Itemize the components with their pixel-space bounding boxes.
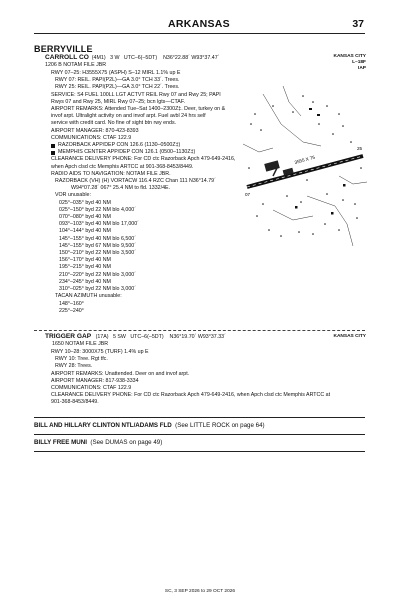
runway-end-07: 07 bbox=[245, 192, 251, 197]
remarks-line: AIRPORT REMARKS: Unattended. Deer on and invof arpt. bbox=[51, 370, 190, 377]
rwy25-line: RWY 25: REIL. PAPI(P2L)—GA 3.0° TCH 22´. Trees. bbox=[55, 84, 180, 91]
rwy28-line: RWY 28: Trees. bbox=[55, 363, 93, 370]
carroll-elev-row: 1206 B NOTAM FILE JBR bbox=[45, 62, 107, 68]
clearance-line-2: when Apch clsd ctc Memphis ARTCC at 901-368-8453/8449. bbox=[51, 163, 194, 170]
remarks-line-3: service with credit card. No fine of sight btn rwy ends. bbox=[51, 120, 177, 127]
state-title: ARKANSAS bbox=[168, 18, 230, 30]
carroll-details bbox=[45, 70, 235, 315]
vor-restriction: 195°–215° byd 40 NM bbox=[59, 264, 111, 271]
carroll-chart-tags bbox=[333, 54, 366, 72]
remarks-line-2: invof arpt. Ultralight activity on and invof arpt. Fuel avbl 24 hrs self bbox=[51, 113, 206, 120]
vor-restriction: 210°–220° byd 22 NM blo 3,000´ bbox=[59, 271, 136, 278]
airport-id: (4M1) bbox=[91, 55, 106, 61]
roads bbox=[243, 86, 367, 246]
airport-diagram-svg bbox=[243, 84, 367, 247]
airport-distance: 3 W bbox=[110, 55, 120, 61]
airport-coords: N36°22.88´ W93°37.47´ bbox=[163, 55, 220, 61]
airport-utc: UTC–6(–5DT) bbox=[123, 55, 158, 61]
airport-name: TRIGGER GAP bbox=[45, 333, 92, 340]
manager-line: AIRPORT MANAGER: 817-938-3334 bbox=[51, 377, 139, 384]
city-name: BERRYVILLE bbox=[34, 44, 93, 54]
vor-restriction: 145°–155° byd 67 NM blo 9,500´ bbox=[59, 242, 136, 249]
vor-restriction: 150°–210° byd 22 NM blo 3,500´ bbox=[59, 250, 136, 257]
ref-rule-1 bbox=[34, 417, 365, 418]
apron bbox=[264, 160, 293, 176]
razorback-square-icon bbox=[51, 144, 55, 148]
vor-restriction: 145°–155° byd 40 NM blo 6,500´ bbox=[59, 235, 136, 242]
chart-tag-iap: IAP bbox=[358, 66, 366, 71]
ref-row bbox=[34, 439, 162, 446]
vor-restriction: 025°–150° byd 22 NM blo 4,000´ bbox=[59, 206, 136, 213]
clearance-line-2: 901-368-8453/8449. bbox=[51, 399, 99, 406]
vor-unusable-label: VOR unusable: bbox=[55, 192, 91, 199]
vortac-line: RAZORBACK (VH) (H) VORTACW 116.4 RZC Chan 111 N36°14.79´ bbox=[55, 178, 216, 185]
rwy-line: RWY 07–25: H3555X75 (ASPH) S–12 MIRL 1.1% up E bbox=[51, 70, 181, 76]
ref-rule-2 bbox=[34, 434, 365, 435]
radio-aids-line: RADIO AIDS TO NAVIGATION: NOTAM FILE JBR. bbox=[51, 170, 171, 177]
chart-tag-city: KANSAS CITY bbox=[333, 54, 366, 59]
comms-line: COMMUNICATIONS: CTAF 122.9 bbox=[51, 385, 132, 392]
clearance-line: CLEARANCE DELIVERY PHONE: For CD ctc Razorback Apch 479-649-2416, bbox=[51, 156, 236, 163]
tacan-unusable-label: TACAN AZIMUTH unusable: bbox=[55, 293, 122, 300]
ref-airport-name: BILL AND HILLARY CLINTON NTL/ADAMS FLD bbox=[34, 422, 172, 429]
rwy07-line: RWY 07: REIL. PAPI(P2L)—GA 3.0° TCH 33´. Trees. bbox=[55, 77, 180, 84]
trigger-chart-tag: KANSAS CITY bbox=[333, 334, 366, 339]
section-separator bbox=[34, 330, 365, 331]
ref-note: (See LITTLE ROCK on page 64) bbox=[175, 422, 265, 429]
vor-restriction: 070°–080° byd 40 NM bbox=[59, 214, 111, 221]
footer-effective-dates: SC, 3 SEP 2026 to 29 OCT 2026 bbox=[164, 589, 236, 594]
header-rule bbox=[34, 33, 365, 34]
airport-diagram bbox=[243, 84, 367, 247]
airport-distance: 5 SW bbox=[112, 334, 126, 340]
tacan-restriction: 225°–240° bbox=[59, 307, 84, 314]
ref-airport-name: BILLY FREE MUNI bbox=[34, 439, 87, 446]
vor-restriction: 093°–103° byd 40 NM blo 17,000´ bbox=[59, 221, 139, 228]
manager-line: AIRPORT MANAGER: 870-423-8393 bbox=[51, 127, 139, 134]
page-number: 37 bbox=[352, 18, 364, 30]
trigger-elev-row: 1650 NOTAM FILE JBR bbox=[52, 341, 109, 347]
service-line-2: Rwys 07 and Rwy 25, MIRL Rwy 07–25; bcn lgts—CTAF. bbox=[51, 98, 185, 105]
memphis-con-text: MEMPHIS CENTER APP/DEP CON 126.1 (0500–1130Z‡) bbox=[58, 149, 196, 156]
razorback-con-text: RAZORBACK APP/DEP CON 126.6 (1130–0500Z‡) bbox=[58, 142, 181, 149]
memphis-square-icon bbox=[51, 151, 55, 155]
service-line: SERVICE: S4 FUEL 100LL LGT ACTVT REIL Rwy 07 and Rwy 25; PAPI bbox=[51, 91, 221, 98]
vortac-line-2: W94°07.28´ 067° 25.4 NM to fld. 1332/4E. bbox=[71, 185, 171, 192]
remarks-line: AIRPORT REMARKS: Attended Tue–Sat 1400–2300Z‡. Deer, turkey on & bbox=[51, 106, 226, 113]
memphis-con-line bbox=[45, 149, 235, 156]
vor-restriction: 156°–170° byd 40 NM bbox=[59, 257, 111, 264]
airport-id: (17A) bbox=[95, 334, 109, 340]
vor-restriction: 025°–035° byd 40 NM bbox=[59, 199, 111, 206]
clearance-line: CLEARANCE DELIVERY PHONE: For CD ctc Razorback Apch 479-649-2416, when Apch clsd ctc Memphis ARTCC at bbox=[51, 392, 331, 399]
ref-note: (See DUMAS on page 49) bbox=[90, 439, 163, 446]
rwy10-line: RWY 10: Tree. Rgt tfc. bbox=[55, 356, 108, 363]
airport-utc: UTC–6(–5DT) bbox=[130, 334, 164, 340]
runway-end-25: 25 bbox=[357, 146, 363, 151]
runway-dimensions: 3555 X 75 bbox=[293, 154, 316, 165]
airport-coords: N36°19.70´ W93°37.33´ bbox=[169, 334, 226, 340]
chart-tag-l: L–18F bbox=[352, 60, 366, 65]
ref-rule-3 bbox=[34, 451, 365, 452]
page-header bbox=[34, 18, 364, 30]
comms-line: COMMUNICATIONS: CTAF 122.9 bbox=[51, 134, 132, 141]
ref-row bbox=[34, 422, 265, 429]
trigger-details bbox=[45, 349, 330, 407]
vor-restriction: 104°–144° byd 40 NM bbox=[59, 228, 111, 235]
rwy-line: RWY 10–28: 3000X75 (TURF) 1.4% up E bbox=[51, 349, 149, 355]
vor-restriction: 310°–025° byd 22 NM blo 3,000´ bbox=[59, 286, 136, 293]
vor-restriction: 234°–245° byd 40 NM bbox=[59, 278, 111, 285]
airport-name: CARROLL CO bbox=[45, 54, 89, 61]
trigger-title-row bbox=[45, 333, 226, 341]
carroll-title-row bbox=[45, 54, 219, 62]
tacan-restriction: 148°–160° bbox=[59, 300, 84, 307]
razorback-con-line bbox=[45, 142, 235, 149]
